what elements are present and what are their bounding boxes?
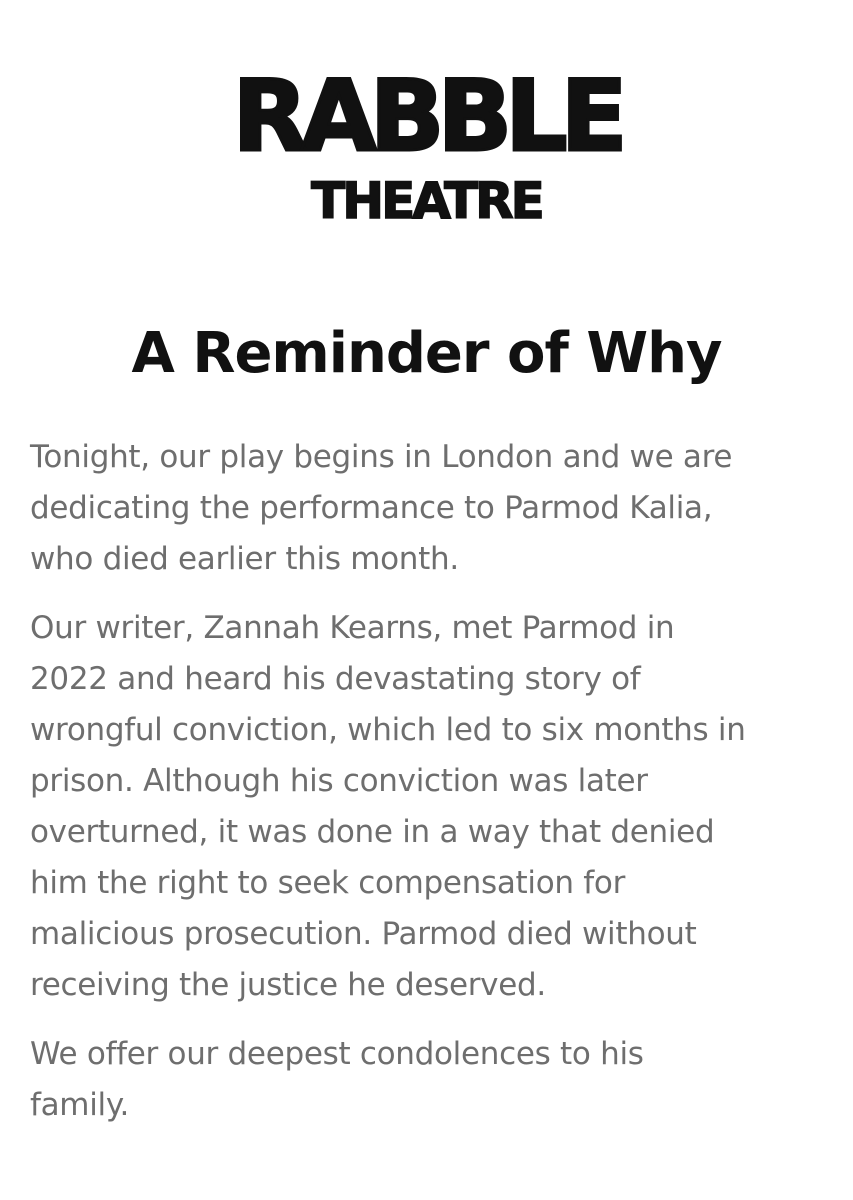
statement-body: [30, 432, 830, 1149]
text-line: We offer our deepest condolences to his: [30, 1036, 644, 1072]
text-line: overturned, it was done in a way that denied: [30, 814, 715, 850]
rabble-theatre-logo: [0, 60, 853, 230]
text-line: who died earlier this month.: [30, 541, 459, 577]
text-line: dedicating the performance to Parmod Kalia,: [30, 490, 713, 526]
text-line: him the right to seek compensation for: [30, 865, 626, 901]
text-line: family.: [30, 1087, 130, 1123]
text-line: prison. Although his conviction was later: [30, 763, 648, 799]
text-line: malicious prosecution. Parmod died without: [30, 916, 697, 952]
text-line: 2022 and heard his devastating story of: [30, 661, 641, 697]
logo-wordmark-rabble: RABBLE: [232, 60, 621, 174]
logo-wordmark-theatre: THEATRE: [311, 172, 542, 230]
paragraph-dedication: [30, 432, 830, 585]
text-line: wrongful conviction, which led to six months in: [30, 712, 746, 748]
text-line: Our writer, Zannah Kearns, met Parmod in: [30, 610, 675, 646]
page-title: A Reminder of Why: [131, 321, 722, 386]
paragraph-condolences: [30, 1029, 830, 1131]
paragraph-story: [30, 603, 830, 1011]
text-line: Tonight, our play begins in London and we are: [30, 439, 733, 475]
text-line: receiving the justice he deserved.: [30, 967, 546, 1003]
